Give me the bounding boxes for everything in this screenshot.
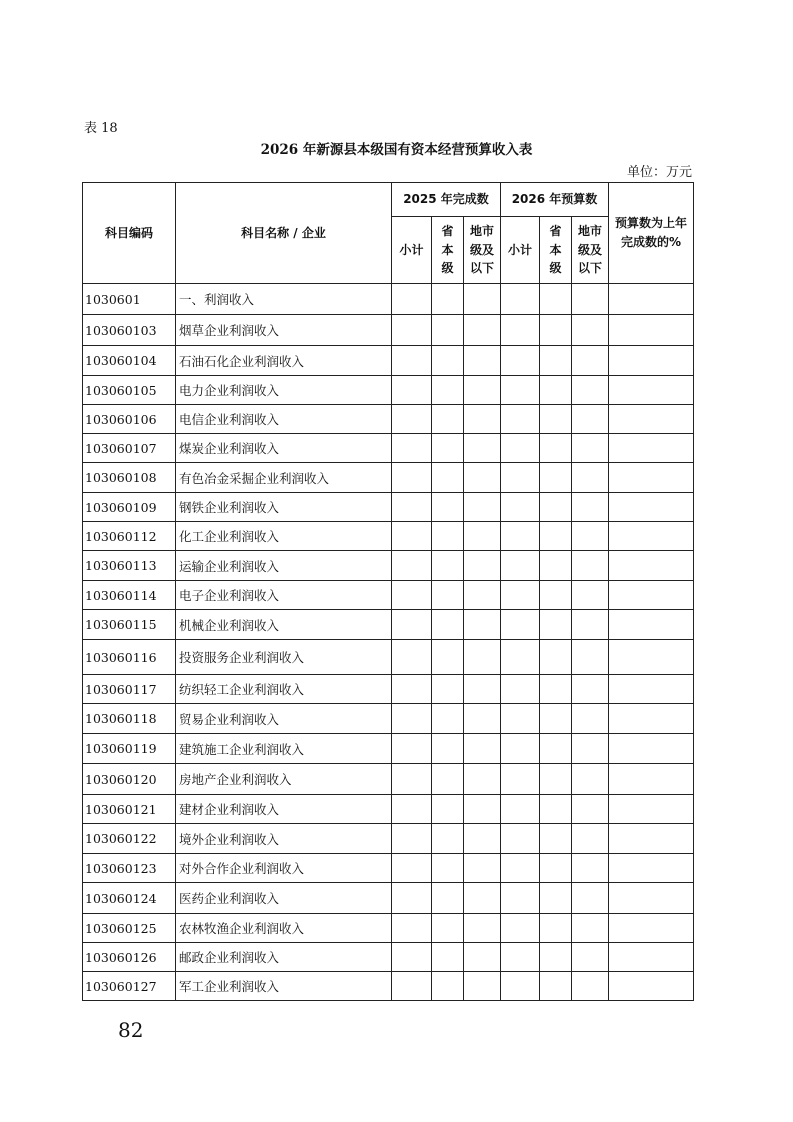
cell-2026-city [572,610,609,640]
cell-2026-subtotal [501,315,540,346]
cell-2025-city [464,914,501,943]
cell-ratio [609,581,694,610]
header-2025-completed: 2025 年完成数 [392,183,501,217]
table-row [83,493,694,522]
cell-ratio [609,284,694,315]
table-row [83,704,694,734]
page-number: 82 [118,1018,144,1042]
cell-2025-province [432,764,464,795]
table-row [83,522,694,551]
cell-2025-subtotal [392,795,432,824]
cell-2026-subtotal [501,376,540,405]
cell-2026-city [572,551,609,581]
cell-2026-province [540,764,572,795]
cell-2025-subtotal [392,522,432,551]
table-row [83,346,694,376]
cell-2025-province [432,854,464,883]
cell-2025-province [432,551,464,581]
cell-2025-city [464,795,501,824]
table-row [83,284,694,315]
cell-2025-city [464,284,501,315]
cell-2026-province [540,640,572,675]
row-code: 103060112 [83,522,176,551]
cell-ratio [609,376,694,405]
cell-2026-province [540,704,572,734]
table-row [83,463,694,493]
row-name: 电信企业利润收入 [176,405,392,434]
unit-label: 单位：万元 [626,165,692,180]
cell-2025-city [464,854,501,883]
table-row [83,581,694,610]
cell-ratio [609,405,694,434]
cell-2025-province [432,581,464,610]
cell-2026-subtotal [501,943,540,972]
cell-2025-province [432,972,464,1001]
row-name: 有色冶金采掘企业利润收入 [176,463,392,493]
table-body [83,284,694,1001]
cell-2026-province [540,284,572,315]
cell-ratio [609,734,694,764]
table-row [83,764,694,795]
header-2025-province: 省本级 [432,217,464,284]
cell-2026-city [572,914,609,943]
cell-2026-subtotal [501,522,540,551]
cell-2026-city [572,493,609,522]
cell-2026-province [540,581,572,610]
cell-2026-province [540,943,572,972]
row-name: 钢铁企业利润收入 [176,493,392,522]
table-row [83,734,694,764]
row-code: 103060108 [83,463,176,493]
cell-ratio [609,972,694,1001]
cell-2026-province [540,376,572,405]
cell-ratio [609,551,694,581]
cell-2025-city [464,376,501,405]
cell-ratio [609,764,694,795]
cell-2025-subtotal [392,284,432,315]
cell-2025-province [432,914,464,943]
cell-2026-city [572,795,609,824]
cell-2026-province [540,610,572,640]
row-name: 电力企业利润收入 [176,376,392,405]
cell-2025-province [432,405,464,434]
header-2026-city: 地市级及以下 [572,217,609,284]
table-label: 表 18 [84,121,118,136]
cell-2026-subtotal [501,704,540,734]
table-row [83,795,694,824]
row-code: 103060105 [83,376,176,405]
cell-2026-province [540,493,572,522]
cell-2025-city [464,734,501,764]
table-row [83,434,694,463]
table-row [83,914,694,943]
cell-ratio [609,640,694,675]
cell-2025-city [464,764,501,795]
cell-2025-province [432,943,464,972]
cell-2025-subtotal [392,734,432,764]
cell-2026-subtotal [501,764,540,795]
cell-2025-province [432,704,464,734]
cell-2025-city [464,883,501,914]
cell-2025-province [432,376,464,405]
cell-2026-subtotal [501,405,540,434]
cell-ratio [609,346,694,376]
cell-2025-subtotal [392,405,432,434]
row-name: 电子企业利润收入 [176,581,392,610]
row-name: 石油石化企业利润收入 [176,346,392,376]
cell-2026-subtotal [501,883,540,914]
row-name: 建筑施工企业利润收入 [176,734,392,764]
row-code: 103060116 [83,640,176,675]
cell-2026-city [572,764,609,795]
cell-2025-province [432,463,464,493]
table-row [83,883,694,914]
row-name: 邮政企业利润收入 [176,943,392,972]
row-name: 房地产企业利润收入 [176,764,392,795]
cell-2025-subtotal [392,704,432,734]
cell-2026-province [540,551,572,581]
cell-2026-subtotal [501,824,540,854]
cell-2025-city [464,675,501,704]
cell-2026-city [572,734,609,764]
row-name: 煤炭企业利润收入 [176,434,392,463]
cell-2025-province [432,824,464,854]
row-name: 军工企业利润收入 [176,972,392,1001]
row-code: 103060127 [83,972,176,1001]
cell-2025-city [464,704,501,734]
table-row [83,405,694,434]
cell-2026-subtotal [501,854,540,883]
cell-2026-city [572,854,609,883]
cell-2026-subtotal [501,463,540,493]
cell-2025-subtotal [392,581,432,610]
cell-2025-city [464,610,501,640]
header-ratio: 预算数为上年完成数的% [609,183,694,284]
cell-2026-province [540,734,572,764]
row-code: 103060113 [83,551,176,581]
row-code: 103060115 [83,610,176,640]
page-title: 2026 年新源县本级国有资本经营预算收入表 [260,142,533,158]
cell-2025-city [464,493,501,522]
row-name: 一、利润收入 [176,284,392,315]
table-row [83,972,694,1001]
cell-2026-city [572,824,609,854]
cell-ratio [609,463,694,493]
cell-2026-subtotal [501,795,540,824]
row-code: 103060120 [83,764,176,795]
row-code: 1030601 [83,284,176,315]
table-row [83,376,694,405]
cell-2025-province [432,640,464,675]
cell-2025-province [432,610,464,640]
cell-2026-city [572,675,609,704]
cell-ratio [609,675,694,704]
row-code: 103060117 [83,675,176,704]
cell-2026-subtotal [501,284,540,315]
budget-table [82,182,694,1001]
cell-2026-city [572,284,609,315]
cell-2025-province [432,883,464,914]
cell-2025-city [464,405,501,434]
cell-2025-subtotal [392,610,432,640]
cell-2025-city [464,824,501,854]
cell-2025-province [432,493,464,522]
cell-2026-province [540,824,572,854]
row-code: 103060106 [83,405,176,434]
cell-2026-city [572,405,609,434]
row-code: 103060123 [83,854,176,883]
cell-2026-subtotal [501,675,540,704]
cell-2026-subtotal [501,734,540,764]
row-name: 烟草企业利润收入 [176,315,392,346]
cell-2026-subtotal [501,640,540,675]
cell-2025-subtotal [392,493,432,522]
row-name: 农林牧渔企业利润收入 [176,914,392,943]
cell-2026-city [572,704,609,734]
cell-2026-city [572,581,609,610]
header-2026-province: 省本级 [540,217,572,284]
cell-2025-subtotal [392,551,432,581]
row-code: 103060107 [83,434,176,463]
cell-2025-subtotal [392,434,432,463]
cell-ratio [609,493,694,522]
cell-2025-city [464,551,501,581]
cell-2026-province [540,434,572,463]
cell-2026-city [572,943,609,972]
cell-2025-province [432,795,464,824]
cell-2025-city [464,522,501,551]
cell-2026-subtotal [501,346,540,376]
table-row [83,824,694,854]
cell-2025-city [464,434,501,463]
cell-2026-province [540,463,572,493]
cell-2025-subtotal [392,376,432,405]
cell-2025-city [464,943,501,972]
cell-ratio [609,824,694,854]
cell-2025-city [464,581,501,610]
cell-2025-city [464,315,501,346]
row-code: 103060109 [83,493,176,522]
cell-2026-province [540,675,572,704]
row-code: 103060125 [83,914,176,943]
row-code: 103060114 [83,581,176,610]
row-code: 103060103 [83,315,176,346]
cell-2026-province [540,315,572,346]
header-2025-city: 地市级及以下 [464,217,501,284]
cell-2025-province [432,522,464,551]
cell-2026-subtotal [501,914,540,943]
cell-ratio [609,914,694,943]
cell-2026-city [572,972,609,1001]
cell-2026-city [572,434,609,463]
row-code: 103060126 [83,943,176,972]
cell-2025-city [464,346,501,376]
row-name: 运输企业利润收入 [176,551,392,581]
table-row [83,675,694,704]
row-name: 贸易企业利润收入 [176,704,392,734]
table-row [83,551,694,581]
cell-ratio [609,854,694,883]
cell-2026-city [572,315,609,346]
cell-2025-subtotal [392,824,432,854]
cell-2026-province [540,405,572,434]
cell-2026-province [540,795,572,824]
row-name: 境外企业利润收入 [176,824,392,854]
cell-2026-province [540,972,572,1001]
cell-ratio [609,522,694,551]
cell-ratio [609,704,694,734]
cell-2025-province [432,346,464,376]
row-code: 103060104 [83,346,176,376]
table-row [83,610,694,640]
cell-2025-subtotal [392,346,432,376]
cell-2025-subtotal [392,315,432,346]
cell-ratio [609,610,694,640]
cell-2025-subtotal [392,914,432,943]
table-row [83,640,694,675]
cell-2025-subtotal [392,972,432,1001]
cell-2026-city [572,640,609,675]
row-code: 103060122 [83,824,176,854]
cell-2026-city [572,463,609,493]
cell-2025-subtotal [392,640,432,675]
row-name: 纺织轻工企业利润收入 [176,675,392,704]
cell-2026-province [540,883,572,914]
cell-2025-city [464,640,501,675]
table-row [83,854,694,883]
cell-2026-city [572,376,609,405]
cell-2026-subtotal [501,581,540,610]
row-code: 103060118 [83,704,176,734]
row-code: 103060124 [83,883,176,914]
cell-2026-subtotal [501,434,540,463]
cell-2026-province [540,854,572,883]
cell-2025-province [432,734,464,764]
header-2026-subtotal: 小计 [501,217,540,284]
row-code: 103060119 [83,734,176,764]
row-name: 建材企业利润收入 [176,795,392,824]
row-name: 对外合作企业利润收入 [176,854,392,883]
cell-2025-city [464,463,501,493]
cell-2026-subtotal [501,610,540,640]
header-code: 科目编码 [83,183,176,284]
table-row [83,943,694,972]
cell-2025-subtotal [392,943,432,972]
header-name: 科目名称 / 企业 [176,183,392,284]
cell-2026-city [572,346,609,376]
cell-2025-subtotal [392,463,432,493]
cell-2026-city [572,522,609,551]
cell-2026-subtotal [501,551,540,581]
cell-2025-province [432,284,464,315]
cell-2025-province [432,315,464,346]
cell-2025-province [432,675,464,704]
cell-2026-province [540,522,572,551]
cell-ratio [609,943,694,972]
row-name: 医药企业利润收入 [176,883,392,914]
cell-ratio [609,883,694,914]
cell-ratio [609,795,694,824]
cell-2025-city [464,972,501,1001]
header-2025-subtotal: 小计 [392,217,432,284]
table-row [83,315,694,346]
header-2026-budget: 2026 年预算数 [501,183,609,217]
row-name: 化工企业利润收入 [176,522,392,551]
row-name: 投资服务企业利润收入 [176,640,392,675]
row-code: 103060121 [83,795,176,824]
cell-2025-subtotal [392,764,432,795]
cell-2026-province [540,346,572,376]
cell-2026-subtotal [501,972,540,1001]
row-name: 机械企业利润收入 [176,610,392,640]
cell-2025-subtotal [392,883,432,914]
cell-2026-subtotal [501,493,540,522]
cell-ratio [609,434,694,463]
cell-ratio [609,315,694,346]
cell-2026-province [540,914,572,943]
cell-2025-province [432,434,464,463]
cell-2026-city [572,883,609,914]
cell-2025-subtotal [392,675,432,704]
cell-2025-subtotal [392,854,432,883]
